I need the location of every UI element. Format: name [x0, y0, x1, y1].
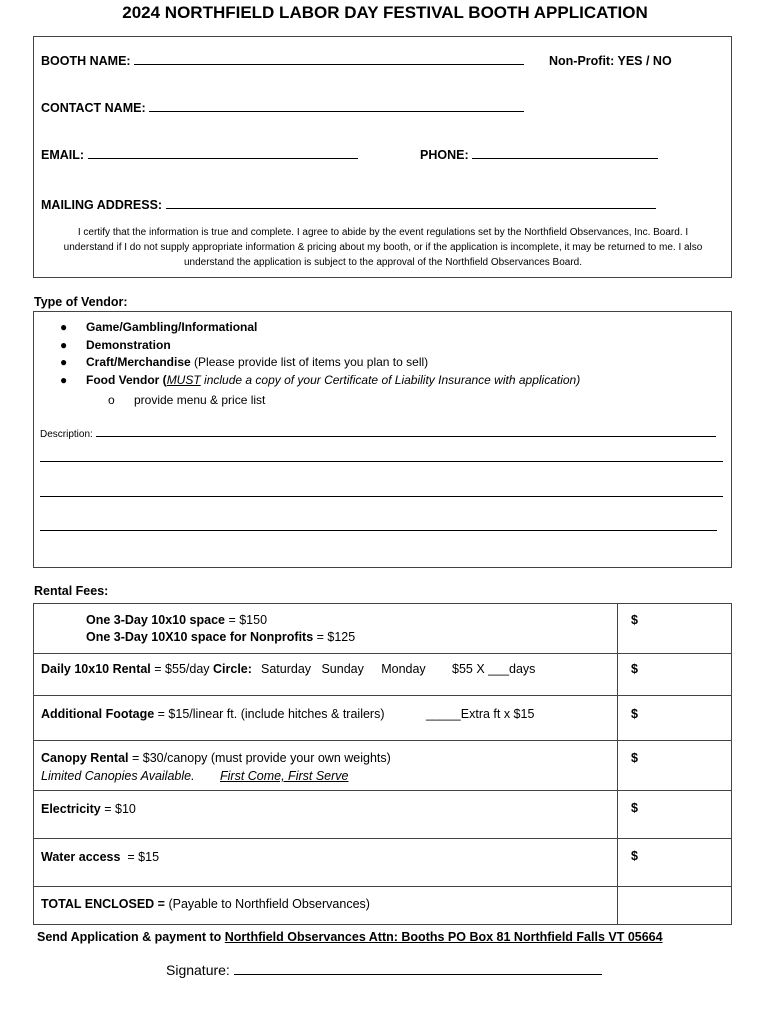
- vendor-heading: Type of Vendor:: [34, 295, 128, 309]
- phone-field[interactable]: [472, 148, 658, 159]
- vendor-option-game[interactable]: [86, 320, 257, 334]
- paren: (: [159, 373, 167, 387]
- fee-label: One 3-Day 10x10 space: [86, 613, 225, 627]
- canopy-first-come-note: First Come, First Serve: [220, 769, 349, 783]
- fee-label: Additional Footage: [41, 707, 155, 721]
- fee-label: Electricity: [41, 802, 101, 816]
- vendor-option-label: Craft/Merchandise: [86, 355, 191, 369]
- vendor-option-label: Game/Gambling/Informational: [86, 320, 258, 334]
- amount-field-water[interactable]: $: [631, 849, 638, 863]
- vendor-option-note: include a copy of your Certificate of Liability Insurance with application): [200, 373, 581, 387]
- phone-label: PHONE:: [420, 148, 469, 162]
- fee-total: [41, 897, 370, 911]
- fee-water: [41, 850, 159, 864]
- fee-3day: [86, 613, 267, 627]
- amount-field-canopy[interactable]: $: [631, 751, 638, 765]
- daily-calc-field[interactable]: $55 X ___days: [452, 662, 536, 676]
- send-address: Northfield Observances Attn: Booths PO Box 81 Northfield Falls VT 05664: [224, 930, 663, 944]
- amount-field-electricity[interactable]: $: [631, 801, 638, 815]
- fees-column-divider: [617, 603, 618, 925]
- send-instructions: [37, 930, 663, 944]
- mailing-address-row: [41, 198, 656, 212]
- fee-label: Canopy Rental: [41, 751, 129, 765]
- vendor-option-label: Demonstration: [86, 338, 171, 352]
- vendor-sub-item: provide menu & price list: [134, 393, 266, 407]
- amount-field-3day[interactable]: $: [631, 613, 638, 627]
- circle-label: Circle:: [213, 662, 252, 676]
- signature-label: Signature:: [166, 962, 230, 978]
- fee-note: (Payable to Northfield Observances): [164, 897, 370, 911]
- vendor-option-craft[interactable]: [86, 355, 428, 369]
- bullet-icon: ●: [60, 355, 68, 369]
- fee-footage: [41, 707, 385, 721]
- row-divider: [33, 790, 732, 791]
- description-field[interactable]: [96, 428, 716, 437]
- sub-bullet-icon: o: [108, 393, 115, 407]
- vendor-option-food[interactable]: [86, 373, 580, 387]
- fee-label: One 3-Day 10X10 space for Nonprofits: [86, 630, 314, 644]
- amount-field-footage[interactable]: $: [631, 707, 638, 721]
- fee-daily: [41, 662, 252, 676]
- row-divider: [33, 838, 732, 839]
- footage-calc-field[interactable]: _____Extra ft x $15: [426, 707, 535, 721]
- description-line-3[interactable]: [40, 496, 723, 497]
- amount-field-total[interactable]: [620, 888, 730, 923]
- bullet-icon: ●: [60, 373, 68, 387]
- signature-row: [166, 962, 602, 978]
- must-text: MUST: [166, 373, 201, 387]
- bullet-icon: ●: [60, 320, 68, 334]
- fee-electricity: [41, 802, 136, 816]
- description-label: Description:: [40, 429, 93, 440]
- canopy-limited-note: Limited Canopies Available.: [41, 769, 195, 783]
- fee-3day-nonprofit: [86, 630, 355, 644]
- email-field[interactable]: [88, 148, 358, 159]
- phone-row: [420, 148, 658, 162]
- fee-label: TOTAL ENCLOSED =: [41, 897, 165, 911]
- vendor-option-demonstration[interactable]: [86, 338, 171, 352]
- booth-name-row: [41, 54, 524, 68]
- mailing-address-field[interactable]: [166, 198, 656, 209]
- fee-price: = $55/day: [150, 662, 213, 676]
- contact-name-row: [41, 101, 524, 115]
- row-divider: [33, 740, 732, 741]
- send-label: Send Application & payment to: [37, 930, 225, 944]
- row-divider: [33, 653, 732, 654]
- certification-text: I certify that the information is true and complete. I agree to abide by the event regulations set by the Northfield Observances, Inc. Board. I understand if I do not supply appropriate information & pricing about my booth, or if the application is incomplete, it may be returned to me. I also understand the application is subject to the approval of the Northfield Observances Board.: [63, 227, 703, 268]
- fee-label: Daily 10x10 Rental: [41, 662, 151, 676]
- fee-canopy: [41, 751, 391, 765]
- bullet-icon: ●: [60, 338, 68, 352]
- fee-price: = $125: [313, 630, 356, 644]
- signature-field[interactable]: [234, 963, 602, 975]
- fee-label: Water access: [41, 850, 121, 864]
- mailing-address-label: MAILING ADDRESS:: [41, 198, 163, 212]
- email-label: EMAIL:: [41, 148, 85, 162]
- email-row: [41, 148, 358, 162]
- vendor-option-note: (Please provide list of items you plan to sell): [190, 355, 429, 369]
- description-row: [40, 428, 716, 440]
- amount-field-daily[interactable]: $: [631, 662, 638, 676]
- nonprofit-label[interactable]: Non-Profit: YES / NO: [549, 54, 672, 68]
- vendor-option-label: Food Vendor: [86, 373, 160, 387]
- booth-name-field[interactable]: [134, 54, 524, 65]
- description-line-4[interactable]: [40, 530, 717, 531]
- booth-name-label: BOOTH NAME:: [41, 54, 131, 68]
- fees-heading: Rental Fees:: [34, 584, 109, 598]
- description-line-2[interactable]: [40, 461, 723, 462]
- contact-name-field[interactable]: [149, 101, 524, 112]
- contact-name-label: CONTACT NAME:: [41, 101, 146, 115]
- fee-price: = $15: [120, 850, 160, 864]
- row-divider: [33, 695, 732, 696]
- day-options[interactable]: Saturday Sunday Monday: [261, 662, 426, 676]
- fee-price: = $30/canopy (must provide your own weights): [128, 751, 391, 765]
- form-title: 2024 NORTHFIELD LABOR DAY FESTIVAL BOOTH APPLICATION: [122, 3, 648, 22]
- fee-price: = $150: [224, 613, 268, 627]
- row-divider: [33, 886, 732, 887]
- fee-price: = $15/linear ft. (include hitches & trailers): [154, 707, 385, 721]
- fee-price: = $10: [100, 802, 136, 816]
